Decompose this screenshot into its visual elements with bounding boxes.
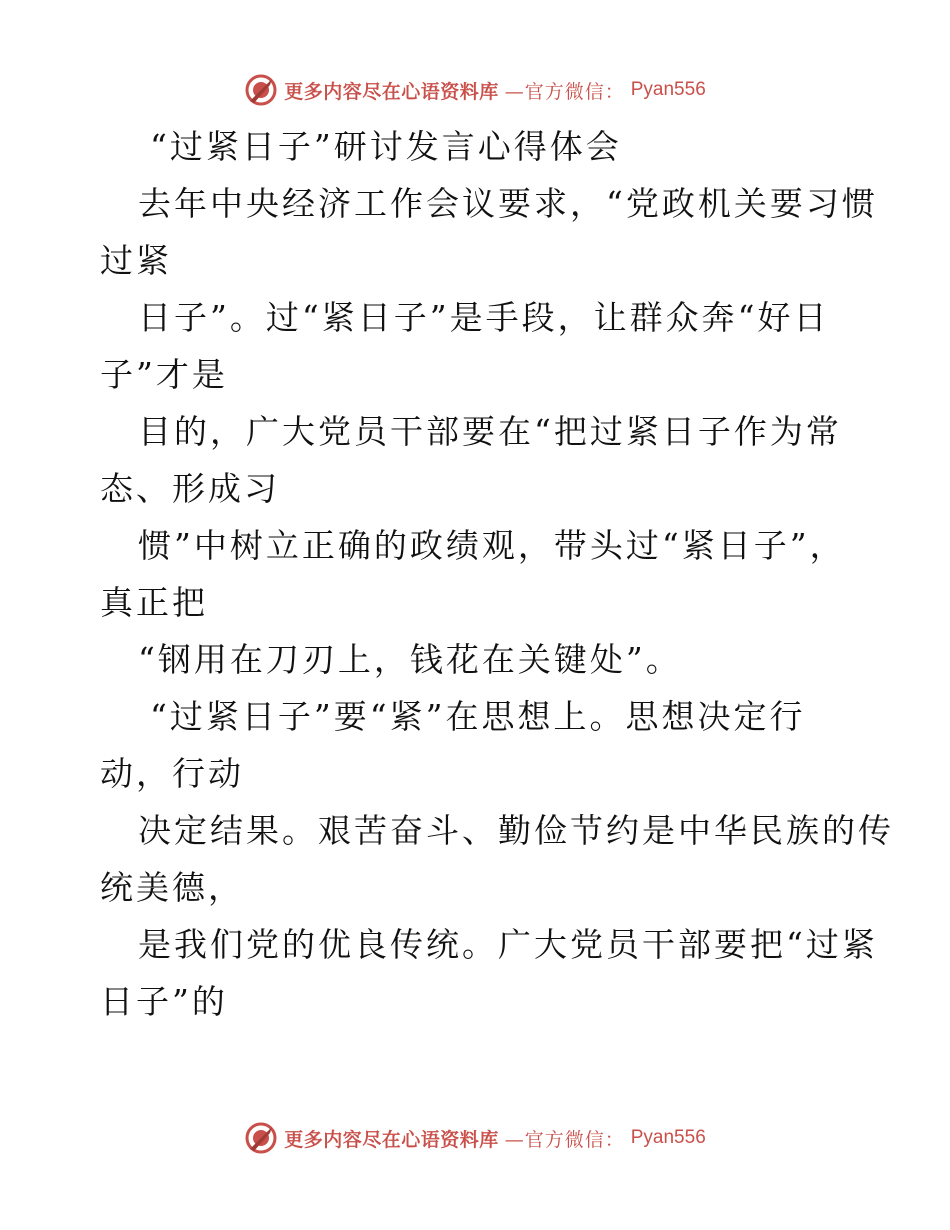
text-line: 动，行动 <box>100 754 244 793</box>
banner-text-wechat: —官方微信： <box>504 80 625 103</box>
text-line: 目的，广大党员干部要在“把过紧日子作为常 <box>138 412 842 451</box>
text-line: 态、形成习 <box>100 469 280 508</box>
banner-text-id: Pyan556 <box>630 79 706 100</box>
text-line: 决定结果。艰苦奋斗、勤俭节约是中华民族的传 <box>138 811 894 850</box>
text-line: 惯”中树立正确的政绩观，带头过“紧日子”， <box>138 526 846 565</box>
banner-text-wechat: —官方微信： <box>504 1128 625 1151</box>
brand-logo-icon <box>244 1121 278 1155</box>
text-line: 日子”的 <box>100 982 228 1021</box>
text-line: “过紧日子”要“紧”在思想上。思想决定行 <box>150 697 806 736</box>
text-line: 过紧 <box>100 241 172 280</box>
document-title: “过紧日子”研讨发言心得体会 <box>150 127 622 166</box>
header-banner <box>0 70 950 110</box>
banner-text-main: 更多内容尽在心语资料库 <box>284 1128 499 1151</box>
brand-logo-icon <box>244 73 278 107</box>
text-line: 日子”。过“紧日子”是手段，让群众奔“好日 <box>138 298 830 337</box>
banner-text-main: 更多内容尽在心语资料库 <box>284 80 499 103</box>
document-body <box>100 118 894 1030</box>
text-line: “钢用在刀刃上，钱花在关键处”。 <box>138 640 682 679</box>
text-line: 去年中央经济工作会议要求，“党政机关要习惯 <box>138 184 878 223</box>
text-line: 真正把 <box>100 583 208 622</box>
text-line: 子”才是 <box>100 355 228 394</box>
text-line: 是我们党的优良传统。广大党员干部要把“过紧 <box>138 925 878 964</box>
footer-banner <box>0 1118 950 1158</box>
text-line: 统美德， <box>100 868 244 907</box>
banner-text-id: Pyan556 <box>630 1127 706 1148</box>
